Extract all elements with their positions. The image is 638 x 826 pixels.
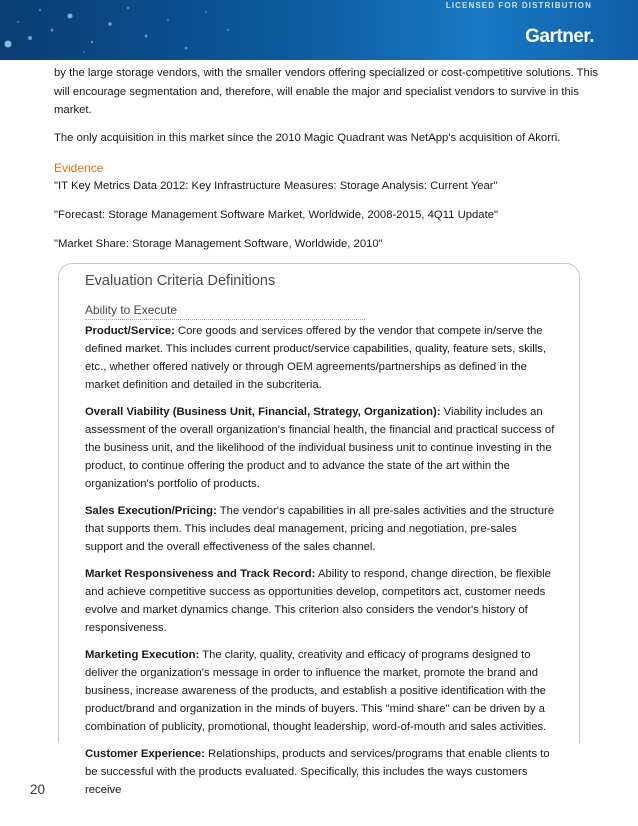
criteria-item <box>85 502 555 556</box>
criteria-item <box>85 646 555 736</box>
criteria-term: Marketing Execution: <box>85 649 200 661</box>
criteria-item <box>85 322 555 394</box>
brand-name: Gartner <box>525 26 590 47</box>
criteria-term: Customer Experience: <box>85 748 205 760</box>
main-content <box>54 64 599 265</box>
evidence-item: "IT Key Metrics Data 2012: Key Infrastructure Measures: Storage Analysis: Current Year" <box>54 180 498 192</box>
evidence-item: "Forecast: Storage Management Software Market, Worldwide, 2008-2015, 4Q11 Update" <box>54 209 499 221</box>
criteria-term: Product/Service: <box>85 325 175 337</box>
criteria-item <box>85 565 555 637</box>
evidence-heading: Evidence <box>54 161 104 175</box>
criteria-text: Relationships, products and services/programs that enable clients to be successful with the products evaluated. Specifically, this includes the ways customers receive <box>85 748 550 796</box>
header-banner <box>0 0 638 60</box>
criteria-text: Viability includes an assessment of the overall organization's financial health, the financial and practical success of the business unit, and the likelihood of the individual business unit to continue investing in the product, to continue offering the product and to advance the state of the art within the organization's portfolio of products. <box>85 406 555 490</box>
decorative-dots <box>0 0 300 60</box>
gartner-logo <box>525 26 594 48</box>
criteria-text: The vendor's capabilities in all pre-sales activities and the structure that supports them. This includes deal management, pricing and negotiation, pre-sales support and the overall effectiveness of the sales channel. <box>85 505 555 553</box>
criteria-text: Ability to respond, change direction, be flexible and achieve competitive success as opportunities develop, competitors act, customer needs evolve and market dynamics change. This criterion also considers the vendor's history of responsiveness. <box>85 568 551 634</box>
criteria-subtitle: Ability to Execute <box>85 303 365 320</box>
criteria-item <box>85 745 555 799</box>
paragraph: by the large storage vendors, with the smaller vendors offering specialized or cost-competitive solutions. This will encourage segmentation and, therefore, will enable the major and specialist vendors to survive in this market. <box>54 67 598 116</box>
criteria-list <box>85 322 555 808</box>
page-number: 20 <box>30 782 46 797</box>
criteria-term: Overall Viability (Business Unit, Financial, Strategy, Organization): <box>85 406 441 418</box>
brand-mark: . <box>589 26 594 47</box>
criteria-item <box>85 403 555 493</box>
criteria-box <box>58 263 580 796</box>
criteria-text: The clarity, quality, creativity and efficacy of programs designed to deliver the organization's message in order to influence the market, promote the brand and business, increase awareness of the products, and establish a positive identification with the product/brand and organization in the minds of buyers. This "mind share" can be driven by a combination of publicity, promotional, thought leadership, word-of-mouth and sales activities. <box>85 649 547 733</box>
criteria-text: Core goods and services offered by the vendor that compete in/serve the defined market. This includes current product/service capabilities, quality, feature sets, skills, etc., whether offered natively or through OEM agreements/partnerships as defined in the market definition and detailed in the subcriteria. <box>85 325 547 391</box>
criteria-term: Sales Execution/Pricing: <box>85 505 217 517</box>
criteria-title: Evaluation Criteria Definitions <box>85 273 276 289</box>
paragraph: The only acquisition in this market since the 2010 Magic Quadrant was NetApp's acquisition of Akorri. <box>54 131 561 144</box>
evidence-item: "Market Share: Storage Management Software, Worldwide, 2010" <box>54 238 383 250</box>
criteria-term: Market Responsiveness and Track Record: <box>85 568 316 580</box>
license-label: LICENSED FOR DISTRIBUTION <box>445 1 592 10</box>
